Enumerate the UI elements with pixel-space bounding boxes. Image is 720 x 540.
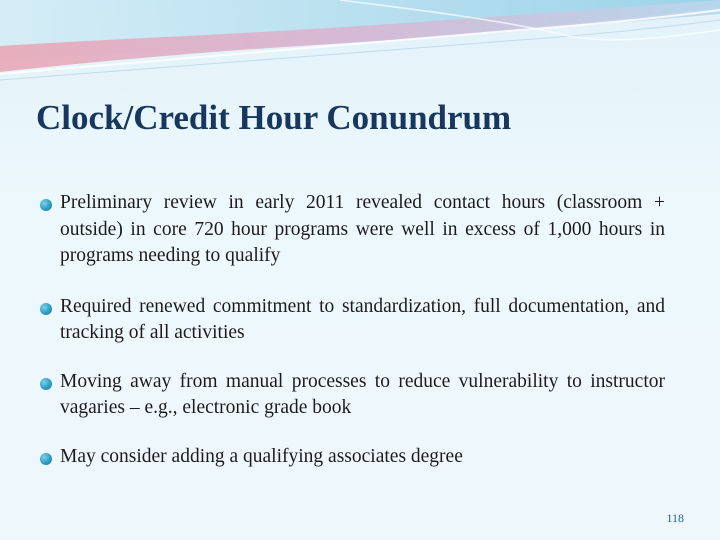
bullet-dot-icon: [40, 378, 52, 390]
bullet-text: Preliminary review in early 2011 revealed contact hours (classroom + outside) in core 720 hour programs were well in excess of 1,000 hours in programs needing to qualify: [60, 192, 665, 266]
page-number: 118: [666, 511, 684, 525]
bullet-item: [40, 294, 665, 347]
bullet-item: [40, 444, 665, 471]
bullet-dot-icon: [40, 303, 52, 315]
bullet-text: Moving away from manual processes to reduce vulnerability to instructor vagaries – e.g., electronic grade book: [60, 370, 665, 418]
bullet-item: [40, 190, 665, 270]
bullet-item: [40, 369, 665, 422]
bullet-list: [40, 190, 665, 470]
header-wave-decoration: [0, 0, 720, 90]
slide-title: Clock/Credit Hour Conundrum: [36, 98, 512, 137]
bullet-dot-icon: [40, 453, 52, 465]
bullet-text: Required renewed commitment to standardization, full documentation, and tracking of all activities: [60, 295, 665, 343]
bullet-dot-icon: [40, 199, 52, 211]
bullet-text: May consider adding a qualifying associates degree: [60, 445, 463, 467]
